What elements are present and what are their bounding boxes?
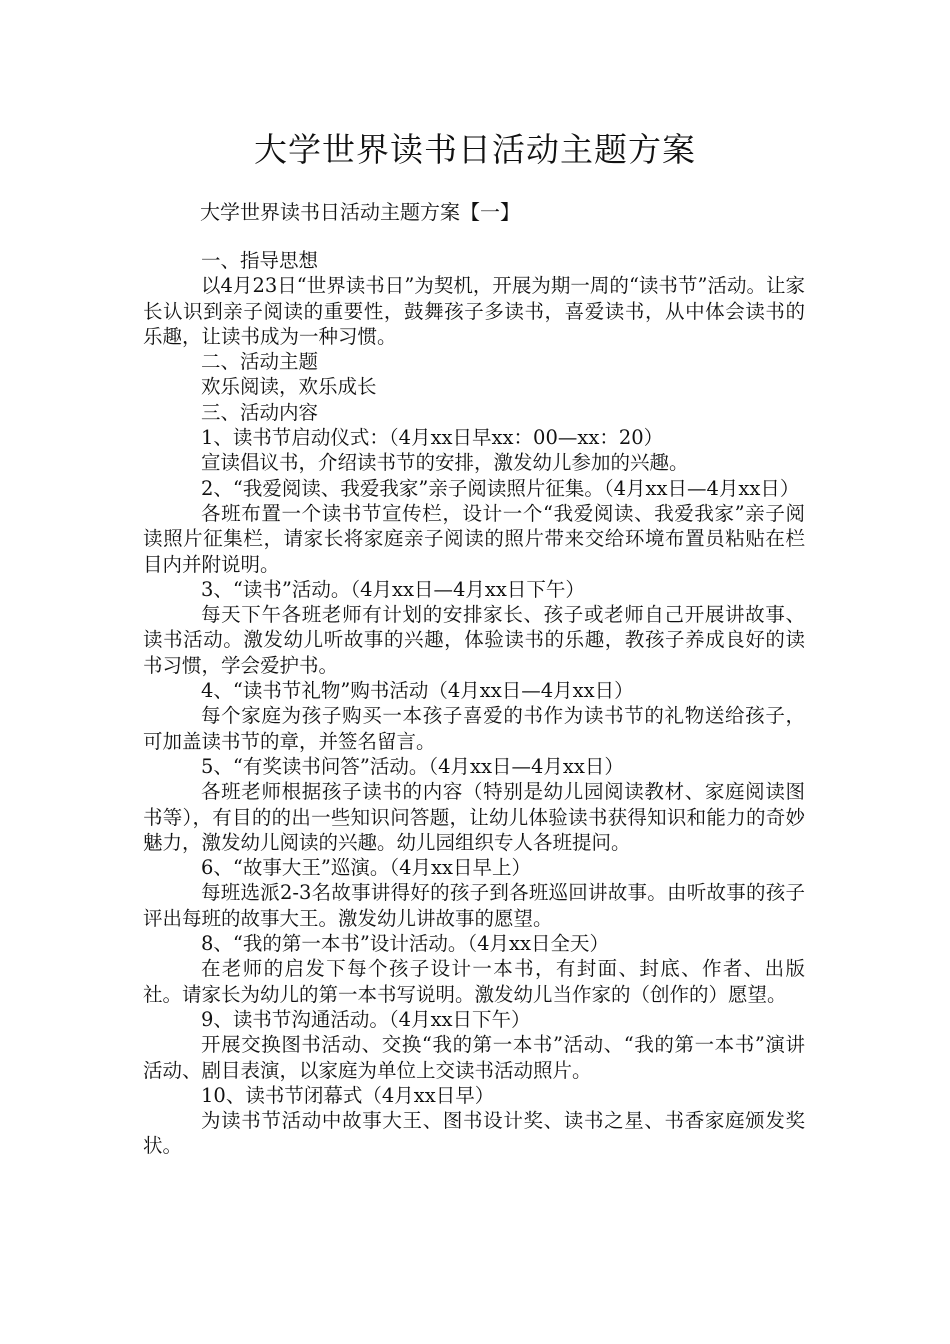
paragraph: 宣读倡议书，介绍读书节的安排，激发幼儿参加的兴趣。	[201, 451, 689, 475]
paragraph: 开展交换图书活动、交换“我的第一本书”活动、“我的第一本书”演讲活动、剧目表演，以家庭为单位上交读书活动照片。	[143, 1033, 805, 1082]
paragraph: 各班老师根据孩子读书的内容（特别是幼儿园阅读教材、家庭阅读图书等），有目的的出一些知识问答题，让幼儿体验读书获得知识和能力的奇妙魅力，激发幼儿阅读的兴趣。幼儿园组织专人各班提问。	[143, 780, 805, 854]
document-title: 大学世界读书日活动主题方案	[254, 130, 696, 169]
item-heading: 8、“我的第一本书”设计活动。（4月xx日全天）	[201, 932, 609, 956]
paragraph: 每班选派2-3名故事讲得好的孩子到各班巡回讲故事。由听故事的孩子评出每班的故事大王。激发幼儿讲故事的愿望。	[143, 881, 805, 930]
item-heading: 4、“读书节礼物”购书活动（4月xx日—4月xx日）	[201, 679, 634, 703]
item-heading: 1、读书节启动仪式：（4月xx日早xx：00—xx：20）	[201, 426, 664, 450]
paragraph: 每天下午各班老师有计划的安排家长、孩子或老师自己开展讲故事、读书活动。激发幼儿听故事的兴趣，体验读书的乐趣，教孩子养成良好的读书习惯，学会爱护书。	[143, 603, 805, 677]
item-heading: 3、“读书”活动。（4月xx日—4月xx日下午）	[201, 577, 585, 601]
document-subtitle: 大学世界读书日活动主题方案【一】	[200, 200, 520, 224]
item-heading: 10、读书节闭幕式（4月xx日早）	[201, 1083, 495, 1107]
item-heading: 6、“故事大王”巡演。（4月xx日早上）	[201, 856, 531, 880]
document-body	[143, 248, 805, 1159]
section-heading: 三、活动内容	[201, 400, 319, 424]
paragraph: 各班布置一个读书节宣传栏，设计一个“我爱阅读、我爱我家”亲子阅读照片征集栏，请家长将家庭亲子阅读的照片带来交给环境布置员粘贴在栏目内并附说明。	[143, 501, 805, 576]
paragraph: 每个家庭为孩子购买一本孩子喜爱的书作为读书节的礼物送给孩子，可加盖读书节的章，并签名留言。	[143, 704, 805, 753]
item-heading: 5、“有奖读书问答”活动。（4月xx日—4月xx日）	[201, 754, 624, 778]
paragraph: 在老师的启发下每个孩子设计一本书，有封面、封底、作者、出版社。请家长为幼儿的第一本书写说明。激发幼儿当作家的（创作的）愿望。	[143, 957, 805, 1006]
item-heading: 2、“我爱阅读、我爱我家”亲子阅读照片征集。（4月xx日—4月xx日）	[201, 476, 800, 500]
paragraph: 为读书节活动中故事大王、图书设计奖、读书之星、书香家庭颁发奖状。	[143, 1109, 805, 1158]
paragraph: 以4月23日“世界读书日”为契机，开展为期一周的“读书节”活动。让家长认识到亲子阅读的重要性，鼓舞孩子多读书，喜爱读书，从中体会读书的乐趣，让读书成为一种习惯。	[143, 274, 805, 348]
section-heading: 一、指导思想	[201, 249, 319, 272]
item-heading: 9、读书节沟通活动。（4月xx日下午）	[201, 1007, 531, 1031]
paragraph: 欢乐阅读，欢乐成长	[201, 375, 377, 399]
section-heading: 二、活动主题	[201, 350, 319, 374]
